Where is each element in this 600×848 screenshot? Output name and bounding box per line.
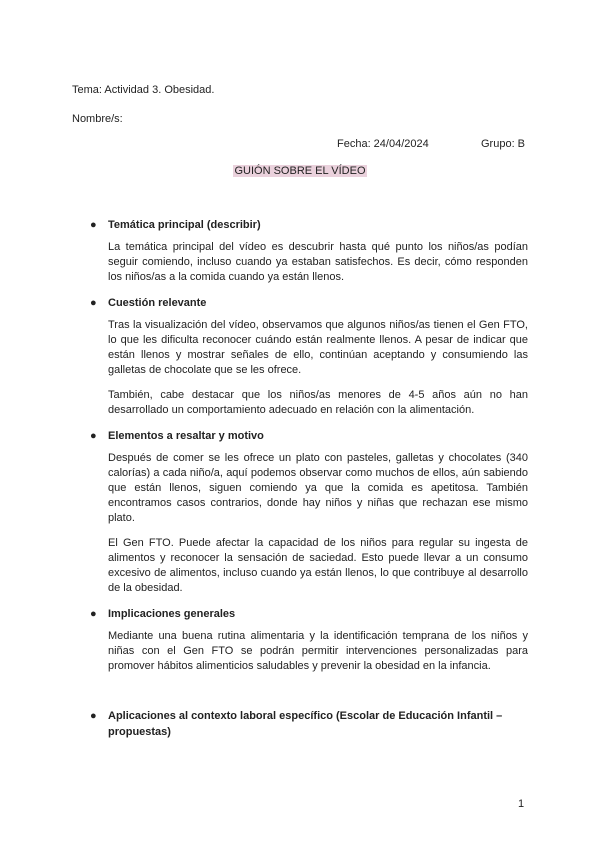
paragraph-cuestion-2: También, cabe destacar que los niños/as menores de 4-5 años aún no han desarrollado un comportamiento adecuado en relación con la alimentación. [108, 389, 528, 416]
section-heading-cuestion [90, 295, 528, 311]
paragraph-tematica: La temática principal del vídeo es descubrir hasta qué punto los niños/as podían seguir comiendo, incluso cuando ya estaban satisfechos. Es decir, cómo responden los niños/as a la comida cuando ya están llenos. [108, 241, 528, 283]
title-container [0, 165, 600, 177]
paragraph-implicaciones: Mediante una buena rutina alimentaria y la identificación temprana de los niños y niñas con el Gen FTO se podrán permitir intervenciones personalizadas para promover hábitos alimenticios saludables y prevenir la obesidad en la infancia. [108, 630, 528, 672]
sections [90, 217, 528, 740]
bullet-icon: ● [90, 297, 97, 309]
section-heading-elementos [90, 428, 528, 444]
heading-text: Elementos a resaltar y motivo [108, 430, 264, 442]
section-heading-tematica [90, 217, 528, 233]
heading-text: Temática principal (describir) [108, 219, 261, 231]
fecha-line: Fecha: 24/04/2024 [337, 138, 429, 150]
tema-line: Tema: Actividad 3. Obesidad. [72, 84, 215, 96]
bullet-icon: ● [90, 608, 97, 620]
bullet-icon: ● [90, 430, 97, 442]
heading-text: Cuestión relevante [108, 297, 207, 309]
paragraph-cuestion-1: Tras la visualización del vídeo, observamos que algunos niños/as tienen el Gen FTO, lo que les dificulta reconocer cuándo están realmente llenos. A pesar de indicar que están llenos y mostrar señales de ello, continúan aceptando y consumiendo las galletas de chocolate que se les ofrece. [108, 319, 528, 376]
heading-text: Implicaciones generales [108, 608, 236, 620]
paragraph-elementos-1: Después de comer se les ofrece un plato con pasteles, galletas y chocolates (340 calorías) a cada niño/a, aquí podemos observar como muchos de ellos, aún sabiendo que están llenos, siguen comiendo ya que la comida es apetitosa. También encontramos casos contrarios, donde hay niños y niñas que rechazan ese mismo plato. [108, 452, 528, 524]
grupo-line: Grupo: B [481, 138, 526, 150]
nombre-line: Nombre/s: [72, 113, 123, 125]
bullet-icon: ● [90, 219, 97, 231]
heading-text: Aplicaciones al contexto laboral específico (Escolar de Educación Infantil – propuestas) [108, 710, 503, 738]
bullet-icon: ● [90, 710, 97, 722]
section-heading-implicaciones [90, 606, 528, 622]
section-heading-aplicaciones [90, 708, 528, 740]
page-number: 1 [518, 798, 525, 810]
spacer [90, 684, 528, 708]
document-title: GUIÓN SOBRE EL VÍDEO [234, 165, 366, 177]
paragraph-elementos-2: El Gen FTO. Puede afectar la capacidad de los niños para regular su ingesta de alimentos y reconocer la sensación de saciedad. Esto puede llevar a un consumo excesivo de alimentos, incluso cuando ya están llenos, lo que contribuye al desarrollo de la obesidad. [108, 537, 528, 594]
